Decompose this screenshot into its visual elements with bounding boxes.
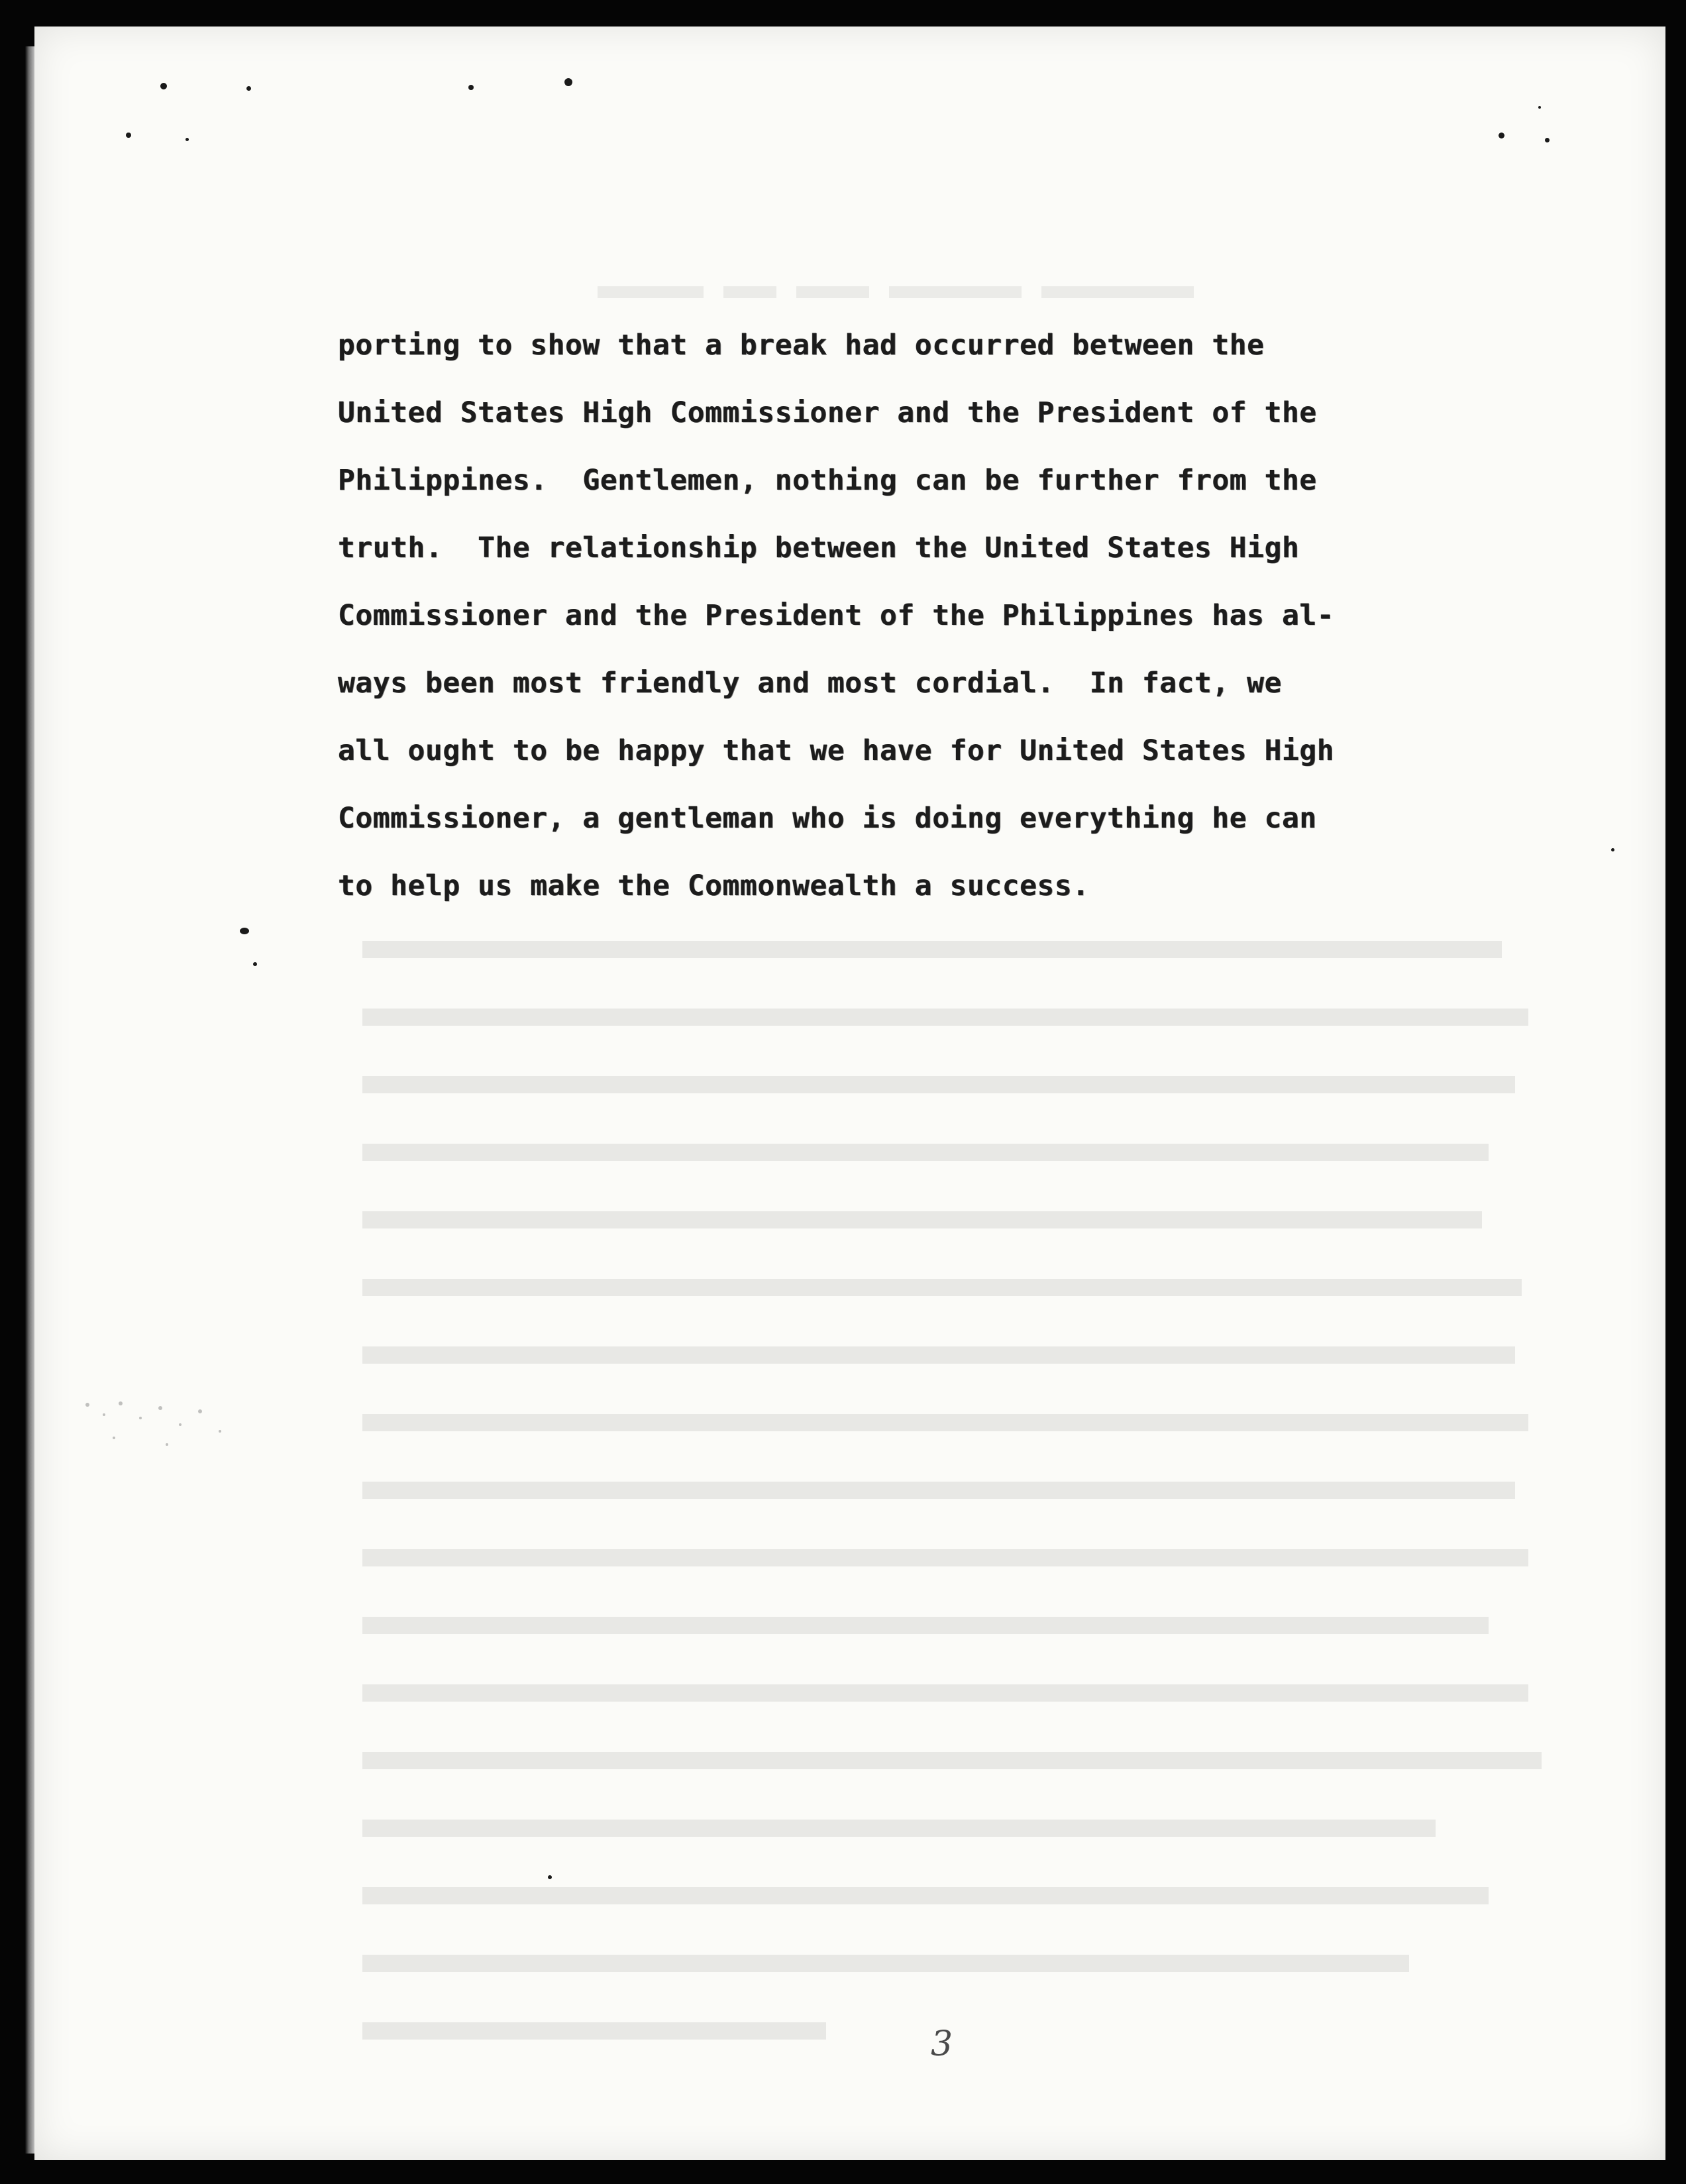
speck bbox=[1611, 848, 1614, 851]
text-line: truth. The relationship between the United States High bbox=[338, 531, 1300, 565]
speck bbox=[246, 86, 251, 91]
speck bbox=[1499, 133, 1504, 138]
typewritten-paragraph bbox=[338, 311, 1517, 920]
bleed-through-heading bbox=[598, 272, 1234, 311]
speck bbox=[240, 928, 249, 934]
text-line: all ought to be happy that we have for United States High bbox=[338, 734, 1335, 767]
margin-smudge bbox=[74, 1365, 273, 1498]
speck bbox=[160, 83, 167, 89]
speck bbox=[1538, 106, 1541, 109]
text-line: porting to show that a break had occurred between the bbox=[338, 329, 1265, 362]
speck bbox=[564, 78, 572, 86]
text-line: United States High Commissioner and the President of the bbox=[338, 396, 1317, 429]
text-line: Commissioner, a gentleman who is doing everything he can bbox=[338, 802, 1317, 835]
speck bbox=[468, 85, 474, 90]
text-line: ways been most friendly and most cordial. In fact, we bbox=[338, 667, 1282, 700]
page-number: 3 bbox=[931, 2024, 953, 2064]
paper-left-edge bbox=[25, 46, 34, 2154]
text-line: Commissioner and the President of the Philippines has al- bbox=[338, 599, 1335, 632]
speck bbox=[126, 133, 131, 138]
speck bbox=[253, 962, 257, 966]
bleed-through-text bbox=[362, 936, 1555, 2062]
speck bbox=[1545, 138, 1550, 142]
text-line: Philippines. Gentlemen, nothing can be further from the bbox=[338, 464, 1317, 497]
text-line: to help us make the Commonwealth a success. bbox=[338, 869, 1090, 902]
speck bbox=[185, 138, 189, 141]
